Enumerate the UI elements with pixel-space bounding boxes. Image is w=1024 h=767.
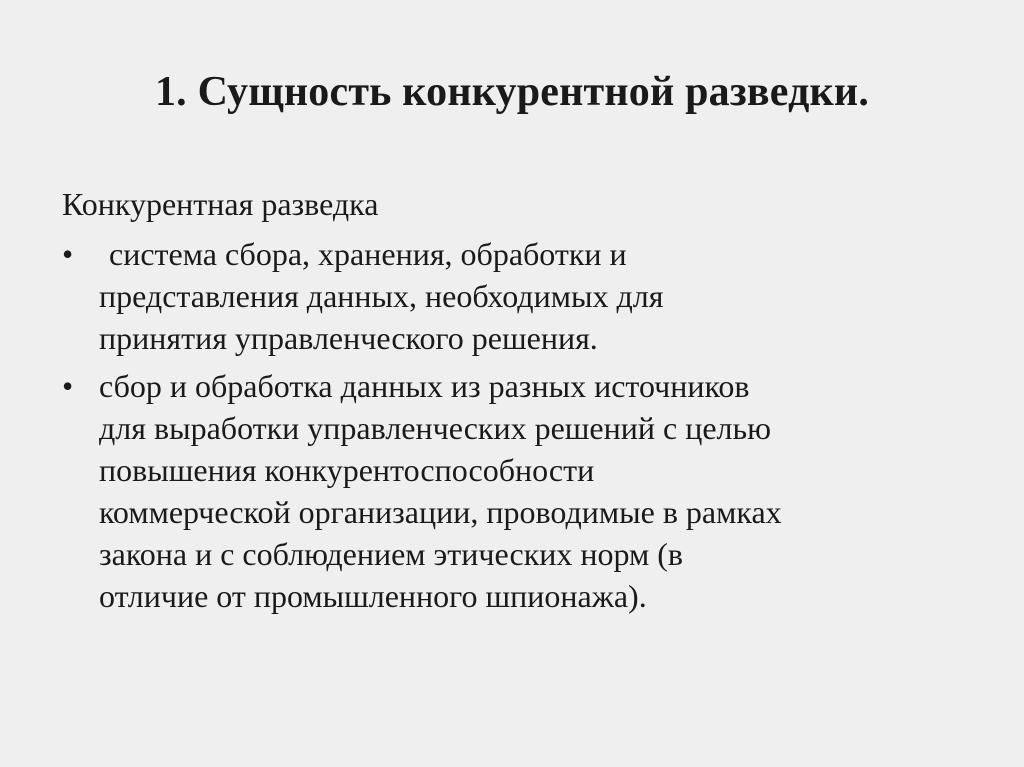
- list-item: [62, 365, 982, 617]
- text-line: представления данных, необходимых для: [99, 278, 664, 314]
- text-line: коммерческой организации, проводимые в рамках: [99, 494, 782, 530]
- definition-term: Конкурентная разведка: [62, 186, 379, 222]
- bullet-icon: •: [62, 368, 74, 404]
- list-item-text: [99, 365, 982, 617]
- text-line: для выработки управленческих решений с целью: [99, 410, 771, 446]
- definition-list: [62, 233, 982, 617]
- slide-title: 1. Сущность конкурентной разведки.: [154, 69, 870, 115]
- bullet-icon: •: [62, 236, 74, 272]
- text-line: отличие от промышленного шпионажа).: [99, 578, 647, 614]
- text-line: сбор и обработка данных из разных источников: [99, 368, 750, 404]
- list-item-text: [99, 233, 982, 359]
- text-line: повышения конкурентоспособности: [99, 452, 595, 488]
- text-line: система сбора, хранения, обработки и: [109, 236, 627, 272]
- slide-content: [62, 183, 982, 623]
- list-item: [62, 233, 982, 359]
- text-line: закона и с соблюдением этических норм (в: [99, 536, 684, 572]
- text-line: принятия управленческого решения.: [99, 320, 598, 356]
